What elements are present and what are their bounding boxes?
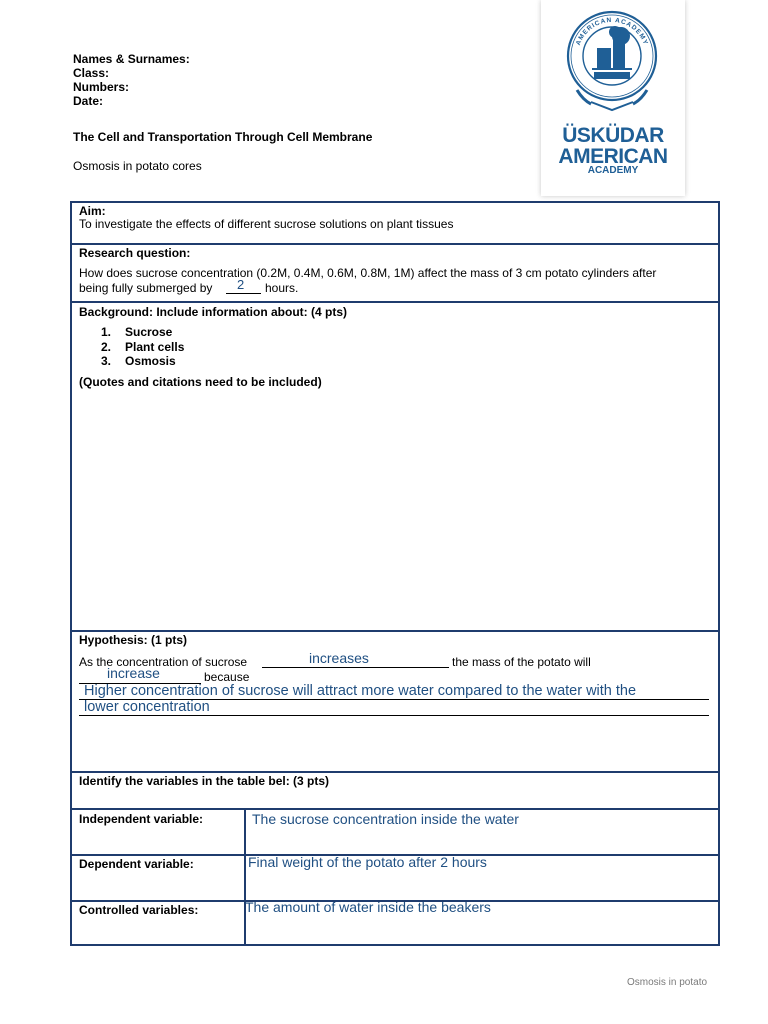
variables-label: Identify the variables in the table bel: (3 pts)	[79, 774, 330, 788]
table-border-bottom	[70, 944, 720, 946]
background-topics-list	[101, 325, 184, 369]
list-item	[101, 340, 184, 355]
hypothesis-answer-1[interactable]: increases	[309, 650, 369, 666]
dependent-variable-label: Dependent variable:	[79, 857, 194, 871]
hypothesis-reason-underline-2	[79, 715, 709, 716]
logo-word-academy: ACADEMY	[587, 165, 639, 176]
dependent-variable-answer[interactable]: Final weight of the potato after 2 hours	[248, 854, 487, 870]
list-item-text: Plant cells	[125, 339, 185, 354]
research-question-line2-prefix: being fully submerged by	[79, 281, 213, 295]
hypothesis-blank1-underline	[262, 667, 449, 668]
table-divider	[70, 301, 720, 303]
list-item-number: 3.	[101, 354, 112, 368]
research-question-line2-suffix: hours.	[265, 281, 299, 295]
page-footer: Osmosis in potato	[627, 977, 708, 988]
table-border-right	[718, 201, 720, 946]
school-seal-logo	[561, 4, 663, 116]
hours-answer[interactable]: 2	[237, 277, 245, 292]
numbers-label: Numbers:	[73, 80, 130, 94]
independent-variable-answer[interactable]: The sucrose concentration inside the water	[252, 811, 519, 827]
hypothesis-prefix: As the concentration of sucrose	[79, 655, 248, 669]
hypothesis-reason-line2[interactable]: lower concentration	[84, 699, 210, 715]
hours-blank-underline	[226, 293, 261, 294]
table-divider	[70, 243, 720, 245]
page-subtitle: Osmosis in potato cores	[73, 159, 202, 173]
list-item-text: Osmosis	[125, 354, 176, 368]
independent-variable-label: Independent variable:	[79, 812, 204, 826]
table-divider	[70, 771, 720, 773]
logo-word-uskudar: ÜSKÜDAR	[562, 124, 664, 147]
list-item	[101, 325, 184, 340]
controlled-variables-answer[interactable]: The amount of water inside the beakers	[245, 899, 491, 915]
aim-label: Aim:	[79, 204, 106, 218]
names-label: Names & Surnames:	[73, 52, 190, 66]
date-label: Date:	[73, 94, 104, 108]
aim-text: To investigate the effects of different sucrose solutions on plant tissues	[79, 217, 454, 231]
class-label: Class:	[73, 66, 110, 80]
hypothesis-label: Hypothesis: (1 pts)	[79, 633, 188, 647]
hypothesis-middle: the mass of the potato will	[452, 655, 591, 669]
table-border-top	[70, 201, 720, 203]
hypothesis-because: because	[204, 670, 250, 684]
background-answer-area[interactable]	[73, 392, 717, 628]
list-item	[101, 354, 184, 369]
list-item-text: Sucrose	[125, 325, 173, 339]
table-border-left	[70, 201, 72, 946]
table-column-divider	[244, 808, 246, 946]
table-divider	[70, 808, 720, 810]
page-title: The Cell and Transportation Through Cell Membrane	[73, 130, 373, 144]
research-question-label: Research question:	[79, 246, 191, 260]
table-divider	[70, 630, 720, 632]
background-label: Background: Include information about: (4 pts)	[79, 305, 347, 319]
hypothesis-reason-line1[interactable]: Higher concentration of sucrose will attract more water compared to the water with the	[84, 683, 637, 699]
research-question-line1: How does sucrose concentration (0.2M, 0.4M, 0.6M, 0.8M, 1M) affect the mass of 3 cm potato cylinders after	[79, 266, 657, 280]
list-item-number: 1.	[101, 325, 112, 339]
logo-word-american: AMERICAN	[558, 145, 668, 168]
hypothesis-answer-2[interactable]: increase	[107, 665, 160, 681]
list-item-number: 2.	[101, 339, 112, 354]
svg-text:AMERICAN ACADEMY: AMERICAN ACADEMY	[574, 16, 650, 47]
background-note: (Quotes and citations need to be included)	[79, 375, 322, 389]
controlled-variables-label: Controlled variables:	[79, 903, 199, 917]
